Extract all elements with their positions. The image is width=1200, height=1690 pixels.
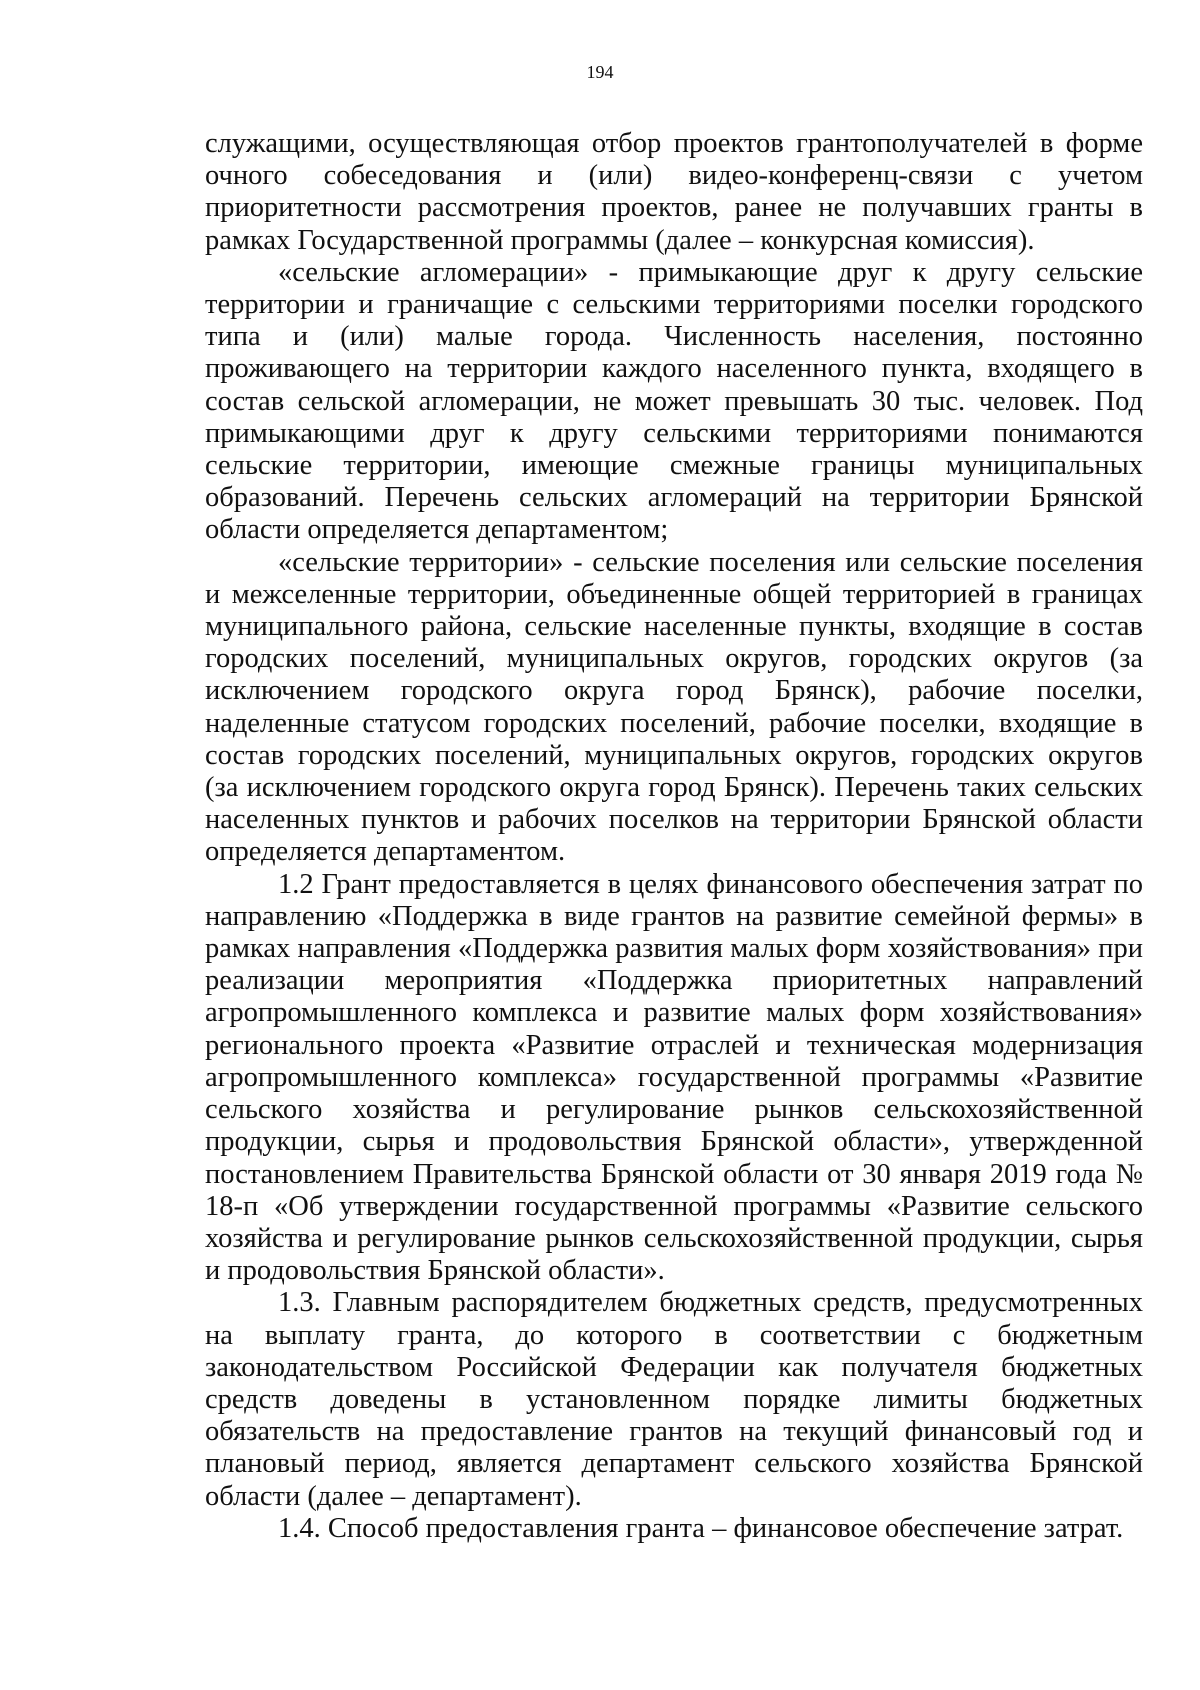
- paragraph-rural-agglomerations: «сельские агломерации» - примыкающие друг к другу сельские территории и граничащие с сельскими территориями поселки городского типа и (или) малые города. Численность населения, постоянно проживающего на территории каждого населенного пункта, входящего в состав сельской агломерации, не может превышать 30 тыс. человек. Под примыкающими друг к другу сельскими территориями понимаются сельские территории, имеющие смежные границы муниципальных образований. Перечень сельских агломераций на территории Брянской области определяется департаментом;: [205, 256, 1143, 546]
- paragraph-1-3-budget-manager: 1.3. Главным распорядителем бюджетных средств, предусмотренных на выплату гранта, до которого в соответствии с бюджетным законодательством Российской Федерации как получателя бюджетных средств доведены в установленном порядке лимиты бюджетных обязательств на предоставление грантов на текущий финансовый год и плановый период, является департамент сельского хозяйства Брянской области (далее – департамент).: [205, 1287, 1143, 1512]
- paragraph-1-2-grant-purpose: 1.2 Грант предоставляется в целях финансового обеспечения затрат по направлению «Поддержка в виде грантов на развитие семейной фермы» в рамках направления «Поддержка развития малых форм хозяйствования» при реализации мероприятия «Поддержка приоритетных направлений агропромышленного комплекса и развитие малых форм хозяйствования» регионального проекта «Развитие отраслей и техническая модернизация агропромышленного комплекса» государственной программы «Развитие сельского хозяйства и регулирование рынков сельскохозяйственной продукции, сырья и продовольствия Брянской области», утвержденной постановлением Правительства Брянской области от 30 января 2019 года № 18-п «Об утверждении государственной программы «Развитие сельского хозяйства и регулирование рынков сельскохозяйственной продукции, сырья и продовольствия Брянской области».: [205, 868, 1143, 1287]
- paragraph-continuation: служащими, осуществляющая отбор проектов грантополучателей в форме очного собеседования и (или) видео-конференц-связи с учетом приоритетности рассмотрения проектов, ранее не получавших гранты в рамках Государственной программы (далее – конкурсная комиссия).: [205, 128, 1143, 256]
- paragraph-1-4-grant-method: 1.4. Способ предоставления гранта – финансовое обеспечение затрат.: [278, 1512, 1124, 1544]
- paragraph-rural-territories: «сельские территории» - сельские поселения или сельские поселения и межселенные территории, объединенные общей территорией в границах муниципального района, сельские населенные пункты, входящие в состав городских поселений, муниципальных округов, городских округов (за исключением городского округа город Брянск), рабочие поселки, наделенные статусом городских поселений, рабочие поселки, входящие в состав городских поселений, муниципальных округов, городских округов (за исключением городского округа город Брянск). Перечень таких сельских населенных пунктов и рабочих поселков на территории Брянской области определяется департаментом.: [205, 546, 1143, 868]
- document-body: [205, 128, 1143, 1545]
- page-number: 194: [586, 62, 614, 82]
